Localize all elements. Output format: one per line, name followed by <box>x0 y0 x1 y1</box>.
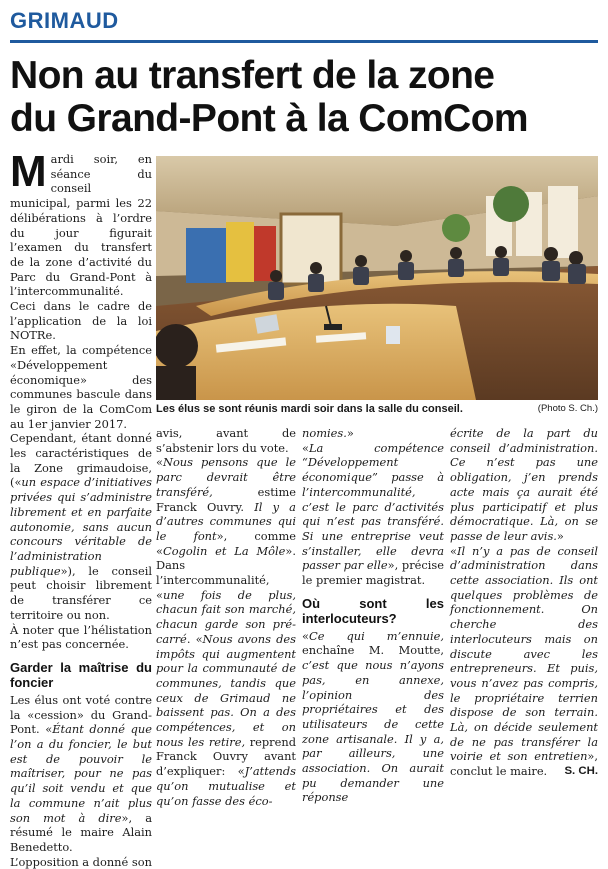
paragraph: «Ce qui m’ennuie, enchaîne M. Moutte, c’est que nous n’ayons pas, en annexe, l’opinion des propriétaires et des utilisateurs de cette zone artisanale. Il y a, par ailleurs, une association. On aurait pu demander une réponse <box>302 628 444 805</box>
paragraph: Cependant, étant donné les caractéristiques de la Zone grimaudoise, («un espace d’initiatives privées qui s’administre librement et en parfaite autonomie, sans aucun concours véritable de l’administration publique»), le conseil peut choisir librement de transférer ce territoire ou non. <box>10 431 152 622</box>
photo-caption <box>156 402 598 416</box>
section-rule <box>10 40 598 43</box>
author-signature: S. CH. <box>564 765 598 778</box>
section-title: GRIMAUD <box>10 8 119 33</box>
caption-text: Les élus se sont réunis mardi soir dans la salle du conseil. <box>156 403 463 415</box>
headline-line-2: du Grand-Pont à la ComCom <box>10 97 529 140</box>
article-column-4 <box>450 426 598 779</box>
paragraph: En effet, la compétence «Développement économique» des communes bascule dans le giron de la ComCom au 1er janvier 2017. <box>10 343 152 431</box>
paragraph: L’opposition a donné son <box>10 854 152 869</box>
headline <box>10 54 600 140</box>
paragraph: nomies.» <box>302 426 354 440</box>
paragraph: «La compétence “Développement économique” passe à l’intercommunalité, c’est le parc d’activités qui n’est pas transféré. Si une entreprise veut s’installer, elle devra passer par elle», précise le premier magistrat. <box>302 440 444 588</box>
paragraph: «Nous pensons que le parc devrait être transféré, estime Franck Ouvry. Il y a d’autres communes qui le font», comme «Cogolin et La Môle». Dans l’intercommunalité, «une fois de plus, chacun fait son marché, chacun garde son pré-carré. «Nous avons des impôts qui augmentent pour la communauté de communes, tandis que ceux de Grimaud ne baissent pas. On a des compétences, et on nous les retire, reprend Franck Ouvry avant d’expliquer: «J’attends qu’on mutualise et qu’on fasse des éco- <box>156 455 296 808</box>
paragraph: «Il n’y a pas de conseil d’administration dans cette association. Ils ont quelques problèmes de fonctionnement. On cherche des interlocuteurs mais on discute avec les entrepreneurs. Et puis, vous n’avez pas compris, le propriétaire terrien dispose de son terrain. Là, on décide seulement de ne pas transférer la voirie et son entretien», conclut le maire. S. CH. <box>450 543 598 779</box>
paragraph: Mardi soir, en séance du conseil municipal, parmi les 22 délibérations à l’ordre du jour figurait l’examen du transfert de la zone d’activité du Parc du Grand-Pont à l’intercommunalité. Ceci dans le cadre de l’application de la loi NOTRe. <box>10 147 152 343</box>
paragraph: écrite de la part du conseil d’administration. Ce n’est pas une obligation, j’en prends acte mais ça aurait été plus participatif et plus démocratique. Là, on se passe de leur avis.» <box>450 426 598 543</box>
photo-illustration <box>156 156 598 400</box>
council-meeting-photo <box>156 156 598 400</box>
headline-line-1: Non au transfert de la zone <box>10 54 495 97</box>
paragraph: À noter que l’hélistation n’est pas concernée. <box>10 622 152 652</box>
drop-cap: M <box>10 147 47 196</box>
photo-credit: (Photo S. Ch.) <box>537 403 598 414</box>
paragraph: avis, avant de s’abstenir lors du vote. <box>156 426 296 455</box>
paragraph: Les élus ont voté contre la «cession» du Grand-Pont. «Étant donné que l’on a du foncier, le but est de pouvoir le maîtriser, pour ne pas qu’il soit vendu et que la commune n’ait plus son mot à dire», a résumé le maire Alain Benedetto. <box>10 692 152 854</box>
article-column-2 <box>156 426 296 808</box>
subheading: Où sont les interlocuteurs? <box>302 595 444 626</box>
subheading: Garder la maîtrise du foncier <box>10 659 152 690</box>
article-column-3 <box>302 426 444 805</box>
article-column-1 <box>10 147 152 869</box>
